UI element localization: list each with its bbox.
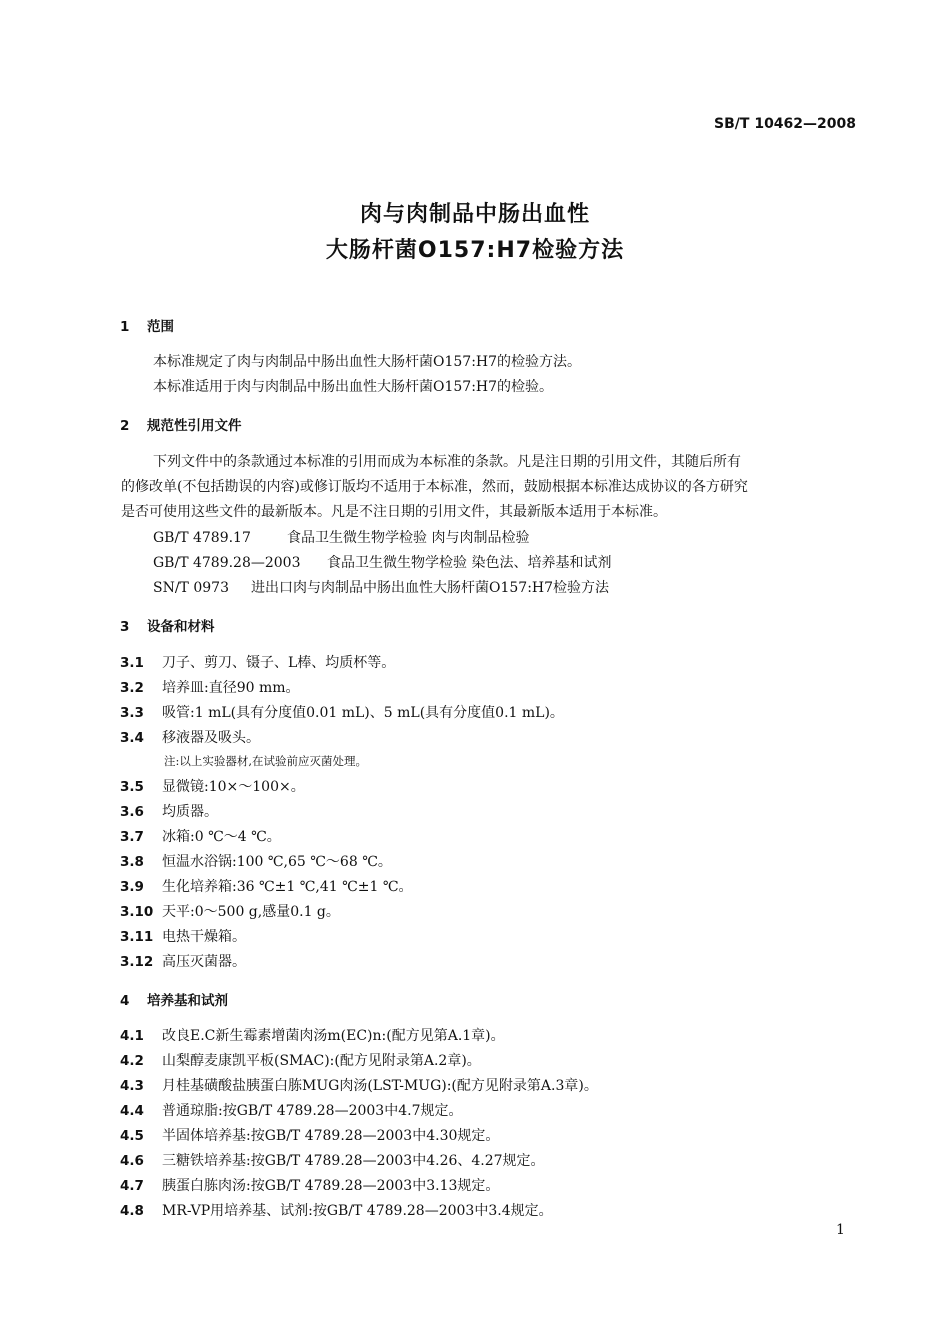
item-number: 3.9: [120, 879, 144, 895]
section-heading-3: [120, 615, 215, 635]
section-title: 培养基和试剂: [147, 993, 228, 1009]
item-text: 均质器。: [162, 804, 218, 820]
list-item: [120, 702, 564, 722]
list-item: [120, 1125, 499, 1145]
list-item: [120, 926, 246, 946]
section-title: 范围: [147, 319, 174, 335]
list-item: [120, 1200, 553, 1220]
item-number: 4.2: [120, 1053, 144, 1069]
paragraph: 的修改单(不包括勘误的内容)或修订版均不适用于本标准，然而，鼓励根据本标准达成协议的各方研究: [121, 479, 748, 495]
item-text: 三糖铁培养基:按GB/T 4789.28—2003中4.26、4.27规定。: [162, 1153, 545, 1169]
paragraph: 本标准规定了肉与肉制品中肠出血性大肠杆菌O157:H7的检验方法。: [153, 354, 582, 370]
list-item: [120, 652, 395, 672]
list-item: [120, 1100, 462, 1120]
item-text: 刀子、剪刀、镊子、L棒、均质杯等。: [162, 655, 396, 671]
section-heading-1: [120, 315, 174, 335]
item-number: 4.7: [120, 1178, 144, 1194]
list-item: [120, 876, 413, 896]
item-number: 3.5: [120, 779, 144, 795]
list-item: [120, 951, 246, 971]
page-number: 1: [836, 1222, 845, 1238]
item-text: 胰蛋白胨肉汤:按GB/T 4789.28—2003中3.13规定。: [162, 1178, 500, 1194]
item-text: 普通琼脂:按GB/T 4789.28—2003中4.7规定。: [162, 1103, 463, 1119]
list-item: [120, 901, 340, 921]
item-text: 山梨醇麦康凯平板(SMAC):(配方见附录第A.2章)。: [162, 1053, 481, 1069]
reference-title: 进出口肉与肉制品中肠出血性大肠杆菌O157:H7检验方法: [251, 580, 610, 596]
note: 注:以上实验器材,在试验前应灭菌处理。: [164, 754, 368, 768]
doc-title-line1: 肉与肉制品中肠出血性: [359, 202, 590, 227]
item-number: 3.4: [120, 730, 144, 746]
item-text: 生化培养箱:36 ℃±1 ℃,41 ℃±1 ℃。: [162, 879, 413, 895]
item-text: MR-VP用培养基、试剂:按GB/T 4789.28—2003中3.4规定。: [162, 1203, 553, 1219]
item-number: 3.2: [120, 680, 144, 696]
section-heading-2: [120, 414, 242, 434]
reference-title: 食品卫生微生物学检验 染色法、培养基和试剂: [327, 555, 612, 571]
item-number: 3.11: [120, 929, 154, 945]
item-number: 3.1: [120, 655, 144, 671]
reference-item: [153, 552, 611, 572]
item-text: 吸管:1 mL(具有分度值0.01 mL)、5 mL(具有分度值0.1 mL)。: [162, 705, 564, 721]
item-number: 3.12: [120, 954, 154, 970]
item-text: 冰箱:0 ℃～4 ℃。: [162, 829, 281, 845]
reference-item: [153, 577, 609, 597]
item-number: 4.4: [120, 1103, 144, 1119]
item-number: 3.3: [120, 705, 144, 721]
item-text: 移液器及吸头。: [162, 730, 260, 746]
list-item: [120, 776, 305, 796]
list-item: [120, 677, 300, 697]
reference-item: [153, 527, 529, 547]
list-item: [120, 801, 218, 821]
reference-code: SN/T 0973: [153, 580, 229, 596]
section-heading-4: [120, 989, 228, 1009]
section-number: 4: [120, 993, 130, 1009]
list-item: [120, 851, 392, 871]
list-item: [120, 826, 281, 846]
list-item: [120, 1050, 481, 1070]
item-text: 天平:0～500 g,感量0.1 g。: [162, 904, 340, 920]
section-number: 1: [120, 319, 130, 335]
paragraph: 本标准适用于肉与肉制品中肠出血性大肠杆菌O157:H7的检验。: [153, 379, 554, 395]
item-number: 3.10: [120, 904, 154, 920]
item-number: 3.8: [120, 854, 144, 870]
item-text: 半固体培养基:按GB/T 4789.28—2003中4.30规定。: [162, 1128, 500, 1144]
item-text: 改良E.C新生霉素增菌肉汤m(EC)n:(配方见第A.1章)。: [162, 1028, 505, 1044]
list-item: [120, 727, 260, 747]
item-number: 4.1: [120, 1028, 144, 1044]
paragraph: 下列文件中的条款通过本标准的引用而成为本标准的条款。凡是注日期的引用文件，其随后所有: [153, 454, 741, 470]
item-number: 4.3: [120, 1078, 144, 1094]
item-text: 显微镜:10×～100×。: [162, 779, 305, 795]
item-number: 4.5: [120, 1128, 144, 1144]
reference-title: 食品卫生微生物学检验 肉与肉制品检验: [287, 530, 530, 546]
item-number: 4.8: [120, 1203, 144, 1219]
paragraph: 是否可使用这些文件的最新版本。凡是不注日期的引用文件，其最新版本适用于本标准。: [121, 504, 667, 520]
item-text: 培养皿:直径90 mm。: [162, 680, 300, 696]
section-number: 3: [120, 619, 130, 635]
list-item: [120, 1150, 545, 1170]
list-item: [120, 1025, 505, 1045]
item-text: 月桂基磺酸盐胰蛋白胨MUG肉汤(LST-MUG):(配方见附录第A.3章)。: [162, 1078, 598, 1094]
item-number: 3.6: [120, 804, 144, 820]
reference-code: GB/T 4789.28—2003: [153, 555, 301, 571]
doc-title-line2: 大肠杆菌O157:H7检验方法: [325, 238, 625, 263]
item-text: 高压灭菌器。: [162, 954, 246, 970]
reference-code: GB/T 4789.17: [153, 530, 251, 546]
list-item: [120, 1075, 598, 1095]
item-number: 3.7: [120, 829, 144, 845]
standard-code: SB/T 10462—2008: [714, 116, 856, 132]
list-item: [120, 1175, 499, 1195]
item-text: 恒温水浴锅:100 ℃,65 ℃～68 ℃。: [162, 854, 392, 870]
item-text: 电热干燥箱。: [162, 929, 246, 945]
section-title: 规范性引用文件: [147, 418, 242, 434]
section-title: 设备和材料: [147, 619, 215, 635]
section-number: 2: [120, 418, 130, 434]
item-number: 4.6: [120, 1153, 144, 1169]
